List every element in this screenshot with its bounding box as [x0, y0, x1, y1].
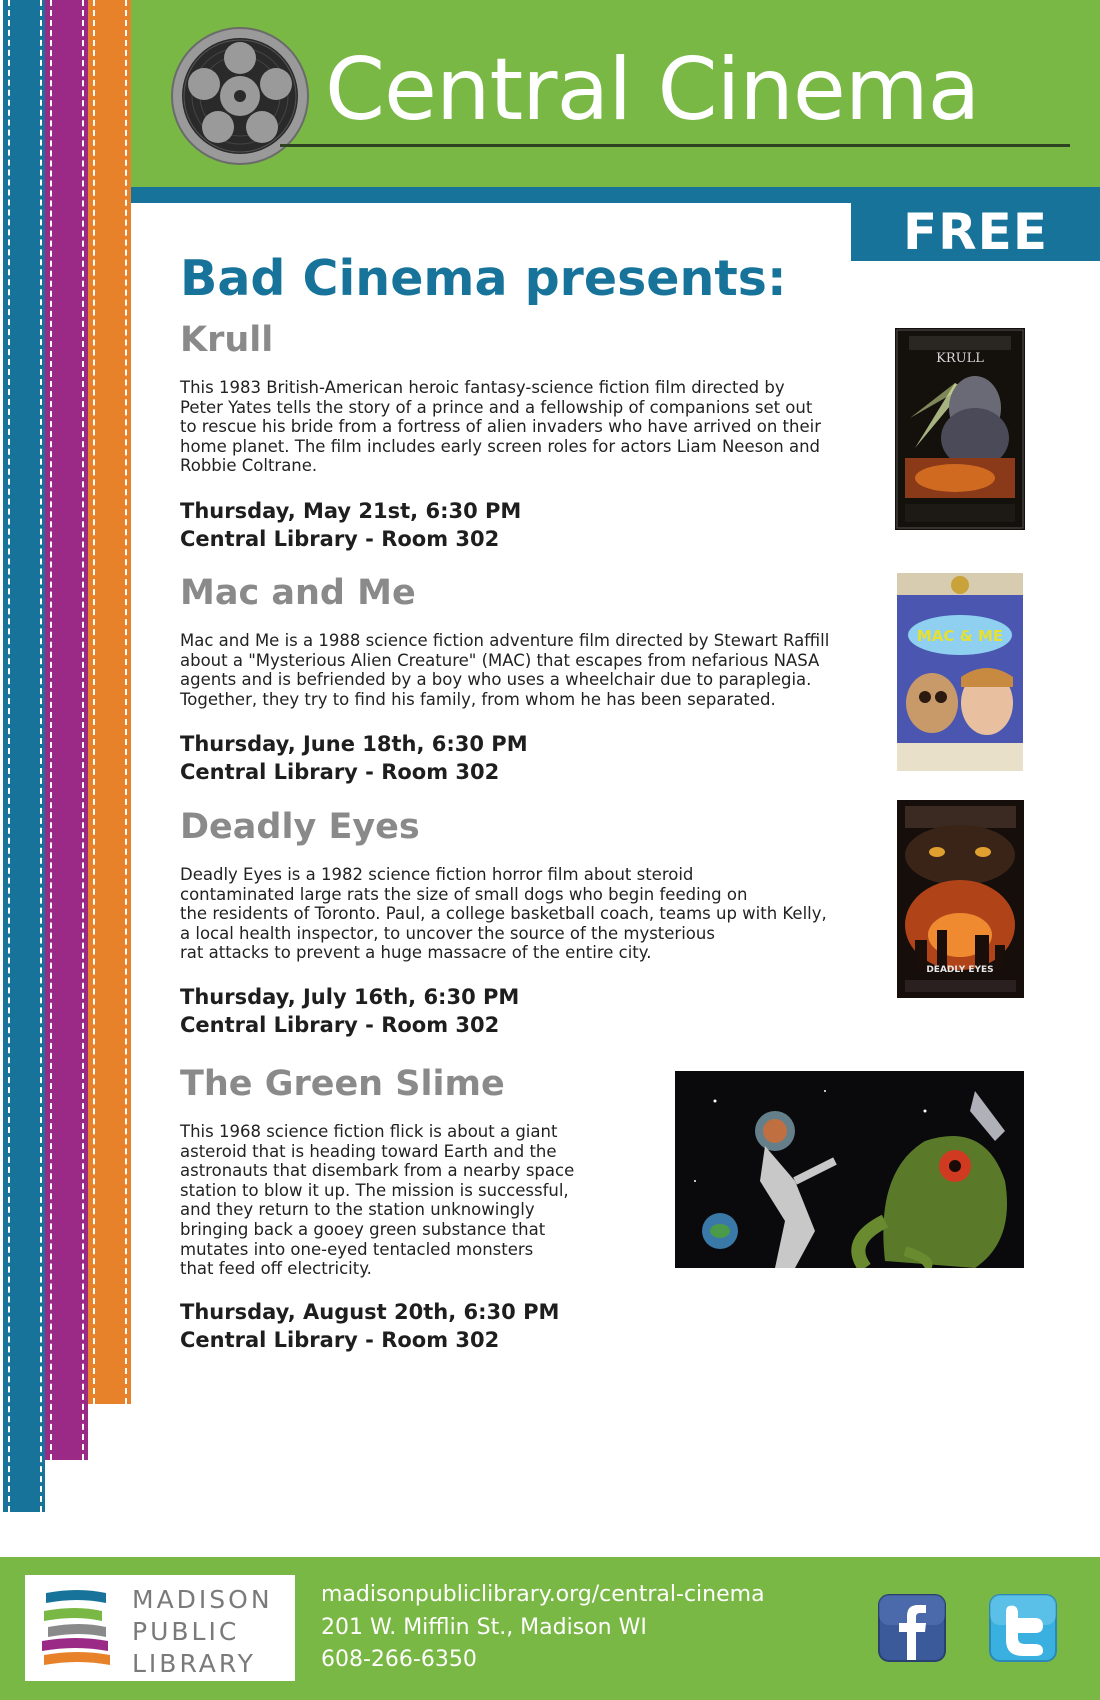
footer-contact-info [321, 1579, 765, 1677]
movie-description-krull: This 1983 British-American heroic fantasy-science fiction film directed by Peter Yates tells the story of a prince and a fellowship of companions set out to rescue his bride from a fortress of alien invaders who have arrived on their home planet. The film includes early screen roles for actors Liam Neeson and Robbie Coltrane. [180, 378, 821, 476]
poster-green-slime [675, 1071, 1024, 1268]
movie-schedule-mac-and-me [180, 730, 528, 786]
footer-address: 201 W. Mifflin St., Madison WI [321, 1614, 647, 1640]
header-divider-bar [131, 187, 1100, 203]
poster-mac-and-me [897, 573, 1023, 771]
page-title: Central Cinema [325, 40, 980, 140]
twitter-icon[interactable] [989, 1594, 1057, 1662]
movie-location: Central Library - Room 302 [180, 1328, 500, 1352]
movie-title-krull: Krull [180, 320, 274, 360]
facebook-icon[interactable] [878, 1594, 946, 1662]
movie-date: Thursday, June 18th, 6:30 PM [180, 732, 528, 756]
movie-title-deadly-eyes: Deadly Eyes [180, 807, 420, 847]
movie-title-green-slime: The Green Slime [180, 1064, 505, 1104]
movie-location: Central Library - Room 302 [180, 1013, 500, 1037]
poster-title-krull: KRULL [936, 351, 984, 366]
movie-schedule-green-slime [180, 1298, 559, 1354]
film-strip-purple [45, 0, 88, 1460]
movie-schedule-deadly-eyes [180, 983, 519, 1039]
movie-title-mac-and-me: Mac and Me [180, 573, 416, 613]
movie-date: Thursday, July 16th, 6:30 PM [180, 985, 520, 1009]
movie-description-mac-and-me: Mac and Me is a 1988 science fiction adventure film directed by Stewart Raffill about a "Mysterious Alien Creature" (MAC) that escapes from nefarious NASA agents and is befriended by a boy who uses a wheelchair due to paraplegia. Together, they try to find his family, from whom he has been separated. [180, 631, 830, 709]
poster-title-mac-and-me: MAC & ME [916, 627, 1004, 645]
library-logo-icon [40, 1585, 114, 1669]
movie-date: Thursday, May 21st, 6:30 PM [180, 499, 522, 523]
movie-description-green-slime: This 1968 science fiction flick is about a giant asteroid that is heading toward Earth and the astronauts that disembark from a nearby space station to blow it up. The mission is successful, and they return to the station unknowingly bringing back a gooey green substance that mutates into one-eyed tentacled monsters that feed off electricity. [180, 1122, 575, 1279]
footer-phone: 608-266-6350 [321, 1647, 477, 1672]
poster-krull [895, 328, 1025, 530]
library-logo-text: MADISON PUBLIC LIBRARY [132, 1585, 273, 1678]
movie-location: Central Library - Room 302 [180, 527, 500, 551]
poster-deadly-eyes [897, 800, 1024, 998]
movie-schedule-krull [180, 497, 521, 553]
movie-date: Thursday, August 20th, 6:30 PM [180, 1300, 560, 1324]
movie-description-deadly-eyes: Deadly Eyes is a 1982 science fiction horror film about steroid contaminated large rats the size of small dogs who begin feeding on the residents of Toronto. Paul, a college basketball coach, teams up with Kelly, a local health inspector, to uncover the source of the mysterious rat attacks to prevent a huge massacre of the entire city. [180, 865, 827, 963]
poster-title-deadly-eyes: DEADLY EYES [926, 965, 994, 975]
title-underline [280, 144, 1070, 147]
film-strip-orange [88, 0, 131, 1404]
free-badge: FREE [851, 203, 1100, 261]
footer-url-link[interactable]: madisonpubliclibrary.org/central-cinema [321, 1582, 765, 1607]
section-heading: Bad Cinema presents: [180, 250, 787, 307]
movie-location: Central Library - Room 302 [180, 760, 500, 784]
film-strip-teal [3, 0, 45, 1512]
